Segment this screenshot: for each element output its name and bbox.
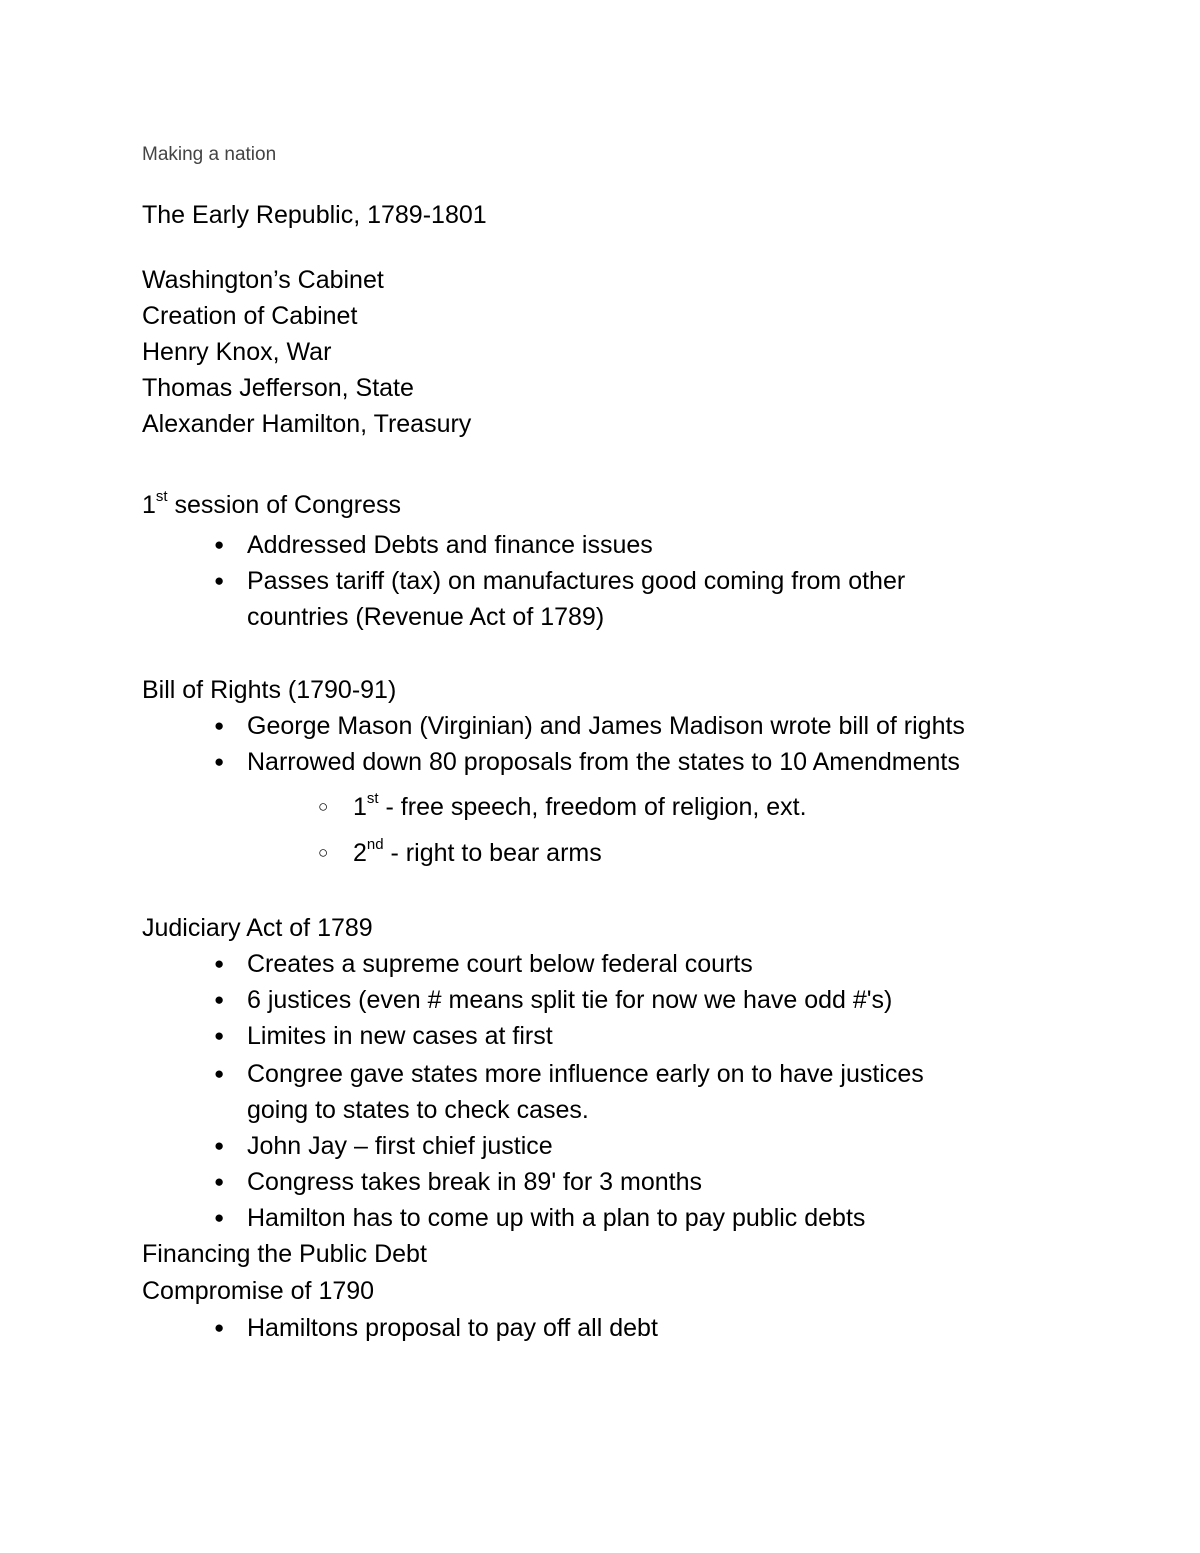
bullet-text: Narrowed down 80 proposals from the states to 10 Amendments <box>247 748 960 776</box>
bullet-text: Congree gave states more influence early on to have justices <box>247 1060 924 1088</box>
document-title: The Early Republic, 1789-1801 <box>142 201 487 229</box>
sub-bullet-icon: ○ <box>318 797 329 816</box>
section-heading-cabinet: Washington’s Cabinet <box>142 266 384 294</box>
bullet-text: Addressed Debts and finance issues <box>247 531 653 559</box>
bullet-text: Limites in new cases at first <box>247 1022 553 1050</box>
cabinet-line: Alexander Hamilton, Treasury <box>142 410 472 438</box>
bullet-icon: ● <box>214 990 225 1009</box>
heading-ordinal-suffix: st <box>155 488 168 505</box>
section-heading-congress <box>142 490 401 520</box>
bullet-icon: ● <box>214 1318 225 1337</box>
amendment-text: - right to bear arms <box>383 839 602 867</box>
bullet-icon: ● <box>214 1064 225 1083</box>
bullet-text: John Jay – first chief justice <box>247 1132 553 1160</box>
section-heading-financing: Financing the Public Debt <box>142 1240 427 1268</box>
ordinal-suffix: nd <box>366 836 384 853</box>
cabinet-line: Henry Knox, War <box>142 338 332 366</box>
bullet-text: Hamiltons proposal to pay off all debt <box>247 1314 658 1342</box>
bullet-icon: ● <box>214 716 225 735</box>
document-subtitle: Making a nation <box>142 144 277 165</box>
bullet-icon: ● <box>214 1208 225 1227</box>
section-subheading-compromise: Compromise of 1790 <box>142 1277 375 1305</box>
sub-bullet-icon: ○ <box>318 843 329 862</box>
amendment-text: - free speech, freedom of religion, ext. <box>378 793 807 821</box>
bullet-text: Passes tariff (tax) on manufactures good coming from other <box>247 567 906 595</box>
amendment-number: 2 <box>353 839 367 867</box>
bullet-icon: ● <box>214 535 225 554</box>
section-heading-bill-of-rights: Bill of Rights (1790-91) <box>142 676 397 704</box>
heading-number: 1 <box>142 491 156 519</box>
sub-bullet-text <box>353 792 807 822</box>
section-heading-judiciary: Judiciary Act of 1789 <box>142 914 373 942</box>
bullet-text: George Mason (Virginian) and James Madison wrote bill of rights <box>247 712 965 740</box>
bullet-icon: ● <box>214 1136 225 1155</box>
bullet-text: Congress takes break in 89' for 3 months <box>247 1168 703 1196</box>
sub-bullet-text <box>353 838 602 868</box>
bullet-text: Creates a supreme court below federal courts <box>247 950 753 978</box>
cabinet-line: Thomas Jefferson, State <box>142 374 414 402</box>
heading-text: session of Congress <box>167 491 402 519</box>
bullet-text: Hamilton has to come up with a plan to pay public debts <box>247 1204 866 1232</box>
amendment-number: 1 <box>353 793 367 821</box>
bullet-icon: ● <box>214 954 225 973</box>
bullet-icon: ● <box>214 752 225 771</box>
cabinet-line: Creation of Cabinet <box>142 302 358 330</box>
bullet-text: 6 justices (even # means split tie for now we have odd #'s) <box>247 986 893 1014</box>
bullet-text-continuation: going to states to check cases. <box>247 1096 589 1124</box>
bullet-icon: ● <box>214 1172 225 1191</box>
bullet-icon: ● <box>214 571 225 590</box>
bullet-icon: ● <box>214 1026 225 1045</box>
bullet-text-continuation: countries (Revenue Act of 1789) <box>247 603 605 631</box>
ordinal-suffix: st <box>366 790 379 807</box>
